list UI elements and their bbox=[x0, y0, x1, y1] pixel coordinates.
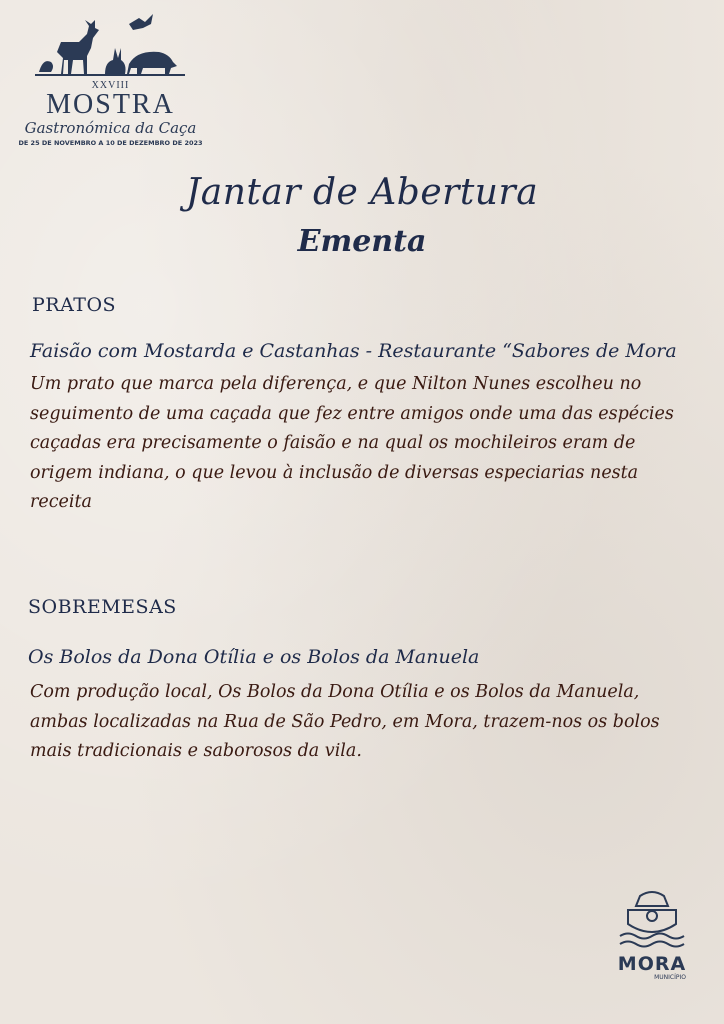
page-subtitle: Ementa bbox=[297, 224, 427, 259]
section-heading-pratos: PRATOS bbox=[32, 294, 117, 316]
municipal-crest-icon bbox=[614, 890, 690, 954]
dish-description-dessert bbox=[30, 678, 680, 767]
description-line: mais tradicionais e saborosos da vila. bbox=[30, 741, 362, 761]
description-line: ambas localizadas na Rua de São Pedro, em Mora, trazem-nos os bolos bbox=[30, 711, 660, 732]
hunting-animals-icon bbox=[31, 12, 191, 82]
municipality-logo bbox=[612, 890, 692, 981]
description-line: Um prato que marca pela diferença, e que Nilton Nunes escolheu no bbox=[30, 374, 642, 394]
description-line: seguimento de uma caçada que fez entre amigos onde uma das espécies bbox=[30, 403, 674, 424]
description-line: origem indiana, o que levou à inclusão de diversas especiarias nesta bbox=[30, 462, 639, 483]
section-heading-sobremesas: SOBREMESAS bbox=[28, 596, 177, 618]
logo-subtitle: Gastronómica da Caça bbox=[24, 119, 197, 137]
event-dates: DE 25 DE NOVEMBRO A 10 DE DEZEMBRO DE 2023 bbox=[18, 139, 203, 147]
dish-title-dessert: Os Bolos da Dona Otília e os Bolos da Manuela bbox=[28, 646, 480, 668]
municipality-name: MORA bbox=[617, 953, 687, 975]
municipality-label: MUNICÍPIO bbox=[654, 974, 686, 981]
page-title: Jantar de Abertura bbox=[185, 172, 539, 213]
edition-number: XXVIII bbox=[91, 80, 130, 91]
description-line: caçadas era precisamente o faisão e na qual os mochileiros eram de bbox=[30, 433, 636, 453]
logo-name: MOSTRA bbox=[46, 89, 175, 120]
description-line: Com produção local, Os Bolos da Dona Otília e os Bolos da Manuela, bbox=[30, 682, 640, 702]
event-logo bbox=[18, 12, 203, 147]
dish-title-main: Faisão com Mostarda e Castanhas - Restaurante “Sabores de Mora bbox=[30, 340, 677, 362]
dish-description-main bbox=[30, 370, 680, 518]
description-line: receita bbox=[30, 492, 92, 512]
